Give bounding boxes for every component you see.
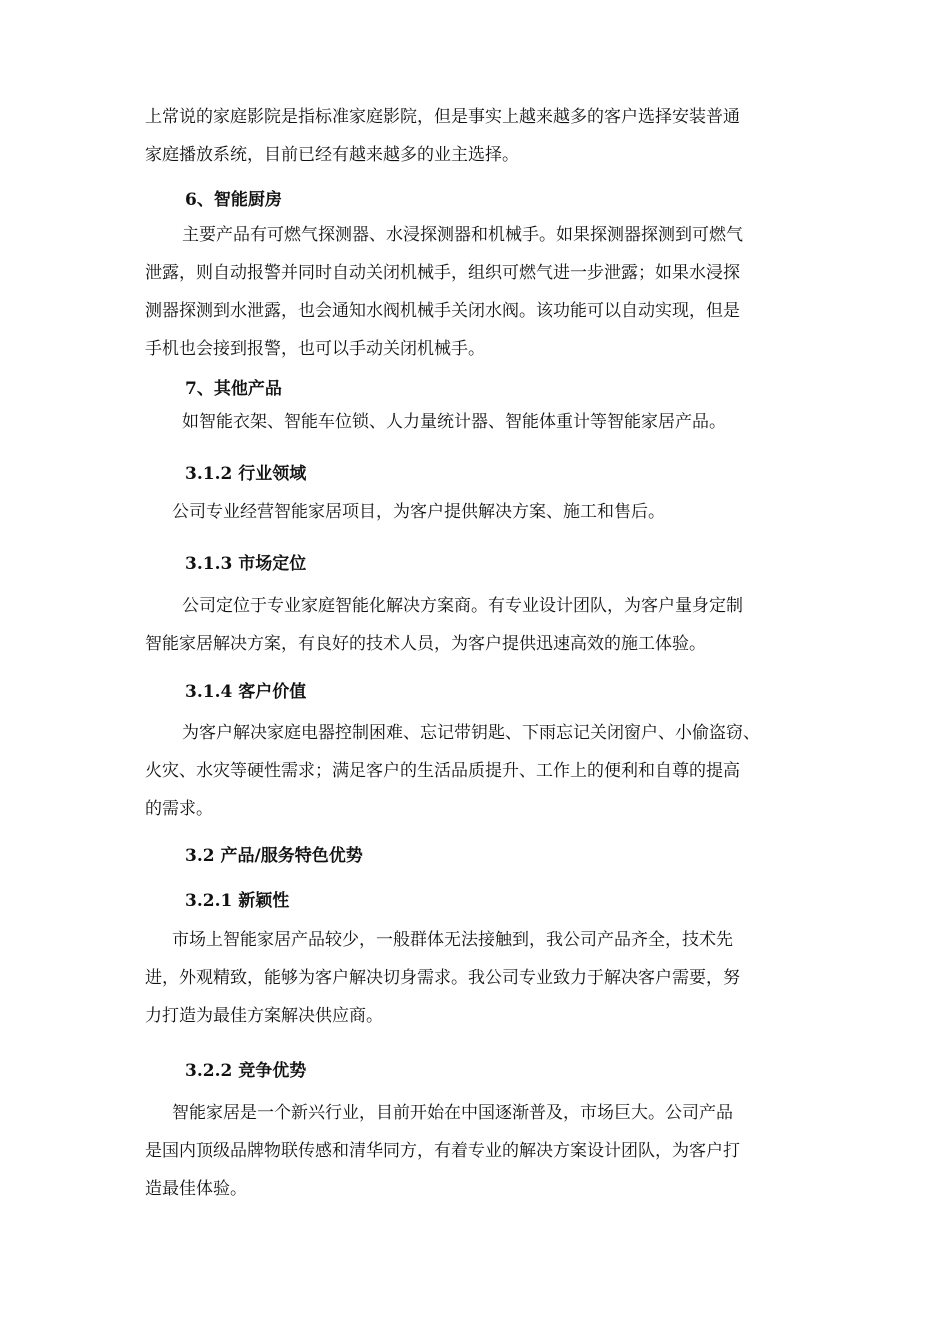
paragraph-home-theater bbox=[145, 98, 825, 174]
text-line: 家庭播放系统，目前已经有越来越多的业主选择。 bbox=[145, 145, 519, 165]
heading-3-2: 3.2 产品/服务特色优势 bbox=[185, 846, 363, 866]
heading-3-1-3: 3.1.3 市场定位 bbox=[185, 554, 307, 574]
text-line: 为客户解决家庭电器控制困难、忘记带钥匙、下雨忘记关闭窗户、小偷盗窃、 bbox=[182, 723, 760, 743]
paragraph-3-1-3 bbox=[145, 587, 825, 663]
heading-smart-kitchen: 6、智能厨房 bbox=[185, 190, 282, 210]
text-line: 造最佳体验。 bbox=[145, 1179, 247, 1199]
text-line: 泄露，则自动报警并同时自动关闭机械手，组织可燃气进一步泄露；如果水浸探 bbox=[145, 263, 740, 283]
paragraph-3-1-2 bbox=[145, 493, 825, 531]
text-line: 如智能衣架、智能车位锁、人力量统计器、智能体重计等智能家居产品。 bbox=[182, 412, 726, 432]
text-line: 进，外观精致，能够为客户解决切身需求。我公司专业致力于解决客户需要，努 bbox=[145, 968, 740, 988]
text-line: 智能家居是一个新兴行业，目前开始在中国逐渐普及，市场巨大。公司产品 bbox=[172, 1103, 733, 1123]
text-line: 公司专业经营智能家居项目，为客户提供解决方案、施工和售后。 bbox=[172, 502, 665, 522]
text-line: 测器探测到水泄露，也会通知水阀机械手关闭水阀。该功能可以自动实现，但是 bbox=[145, 301, 740, 321]
paragraph-other-products bbox=[145, 403, 825, 441]
text-line: 智能家居解决方案，有良好的技术人员，为客户提供迅速高效的施工体验。 bbox=[145, 634, 706, 654]
text-line: 公司定位于专业家庭智能化解决方案商。有专业设计团队，为客户量身定制 bbox=[182, 596, 743, 616]
paragraph-smart-kitchen bbox=[145, 216, 825, 368]
text-line: 上常说的家庭影院是指标准家庭影院，但是事实上越来越多的客户选择安装普通 bbox=[145, 107, 740, 127]
text-line: 主要产品有可燃气探测器、水浸探测器和机械手。如果探测器探测到可燃气 bbox=[182, 225, 743, 245]
text-line: 力打造为最佳方案解决供应商。 bbox=[145, 1006, 383, 1026]
heading-3-2-1: 3.2.1 新颖性 bbox=[185, 891, 290, 911]
text-line: 的需求。 bbox=[145, 799, 213, 819]
text-line: 火灾、水灾等硬性需求；满足客户的生活品质提升、工作上的便利和自尊的提高 bbox=[145, 761, 740, 781]
heading-3-1-2: 3.1.2 行业领域 bbox=[185, 464, 307, 484]
text-line: 是国内顶级品牌物联传感和清华同方，有着专业的解决方案设计团队，为客户打 bbox=[145, 1141, 740, 1161]
heading-3-1-4: 3.1.4 客户价值 bbox=[185, 682, 307, 702]
text-line: 手机也会接到报警，也可以手动关闭机械手。 bbox=[145, 339, 485, 359]
paragraph-3-2-1 bbox=[145, 921, 825, 1035]
paragraph-3-2-2 bbox=[145, 1094, 825, 1208]
heading-other-products: 7、其他产品 bbox=[185, 379, 282, 399]
text-line: 市场上智能家居产品较少，一般群体无法接触到，我公司产品齐全，技术先 bbox=[172, 930, 733, 950]
heading-3-2-2: 3.2.2 竞争优势 bbox=[185, 1061, 307, 1081]
paragraph-3-1-4 bbox=[145, 714, 825, 828]
